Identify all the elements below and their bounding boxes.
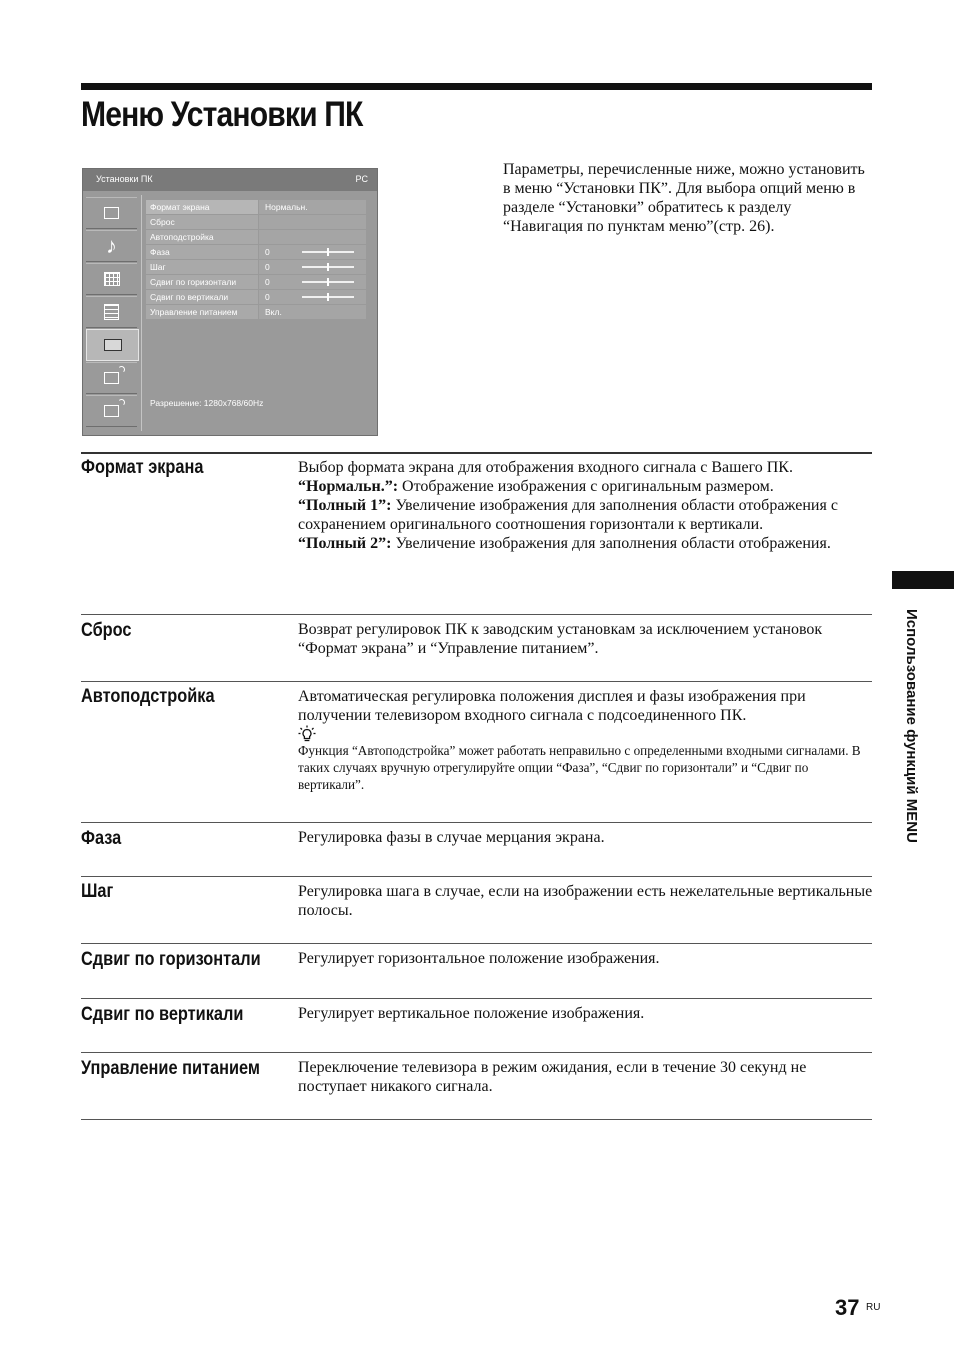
tv-row-value: 0 <box>259 275 366 289</box>
tv-menu-title: Установки ПК <box>96 174 153 184</box>
picture-icon <box>86 197 137 229</box>
description-line: Возврат регулировок ПК к заводским установкам за исключением установок “Формат экрана” и “Управление питанием”. <box>298 621 823 657</box>
item-term: Фаза <box>81 828 122 849</box>
tv-menu-sidebar <box>83 195 139 435</box>
hint-text: Функция “Автоподстройка” может работать неправильно с определенными входными сигналами. В таких случаях вручную отрегулируйте опции “Фаза”, “Сдвиг по горизонтали” и “Сдвиг по вертикали”. <box>298 743 861 792</box>
tv-row-name: Фаза <box>146 245 258 259</box>
sound-icon: ♪ <box>86 230 137 262</box>
page-language-code: RU <box>866 1302 881 1313</box>
tv-row-value: Нормальн. <box>259 200 366 214</box>
item-term: Автоподстройка <box>81 686 215 707</box>
tv-row-value: 0 <box>259 260 366 274</box>
tv-row-name: Шаг <box>146 260 258 274</box>
item-description <box>298 828 874 847</box>
table-rule <box>81 943 872 944</box>
tv-menu-divider <box>141 195 142 431</box>
tv-slider-knob <box>327 248 329 256</box>
table-rule <box>81 1119 872 1120</box>
hint-bulb-icon <box>298 725 316 742</box>
tv-menu-screenshot <box>82 168 378 436</box>
tv-row-value: 0 <box>259 245 366 259</box>
description-line: Регулировка фазы в случае мерцания экрана. <box>298 829 605 846</box>
description-line: “Полный 1”: Увеличение изображения для заполнения области отображения с сохранением оригинального соотношения горизонтали к вертикали. <box>298 497 838 533</box>
description-line: “Нормальн.”: Отображение изображения с оригинальным размером. <box>298 478 774 495</box>
item-description <box>298 620 874 658</box>
table-rule <box>81 452 872 454</box>
item-description <box>298 1058 874 1096</box>
description-line: Регулирует вертикальное положение изображения. <box>298 1005 645 1022</box>
description-line: Регулировка шага в случае, если на изображении есть нежелательные вертикальные полосы. <box>298 883 873 919</box>
table-rule <box>81 614 872 615</box>
tv-menu-source: PC <box>355 174 368 184</box>
tv-slider <box>302 251 354 253</box>
item-term: Управление питанием <box>81 1058 260 1079</box>
input-a-icon <box>86 362 137 394</box>
table-rule <box>81 1052 872 1053</box>
page-title: Меню Установки ПК <box>81 95 363 134</box>
tv-row-value <box>259 215 366 229</box>
tv-slider <box>302 281 354 283</box>
page-number: 37 <box>835 1295 860 1320</box>
item-term: Шаг <box>81 881 114 902</box>
section-label: Использование функций MENU <box>903 609 920 843</box>
item-description <box>298 949 874 968</box>
item-term: Сдвиг по вертикали <box>81 1004 244 1025</box>
screen-icon <box>86 263 137 295</box>
table-rule <box>81 876 872 877</box>
tv-row-name: Управление питанием <box>146 305 258 319</box>
tv-row-name: Автоподстройка <box>146 230 258 244</box>
table-rule <box>81 822 872 823</box>
table-rule <box>81 681 872 682</box>
item-term: Сдвиг по горизонтали <box>81 949 261 970</box>
intro-paragraph: Параметры, перечисленные ниже, можно установить в меню “Установки ПК”. Для выбора опций меню в разделе “Установки” обратитесь к разделу “Навигация по пунктам меню”(стр. 26). <box>503 161 865 235</box>
title-rule <box>81 83 872 90</box>
pc-settings-icon <box>86 329 139 361</box>
tv-row-name: Сброс <box>146 215 258 229</box>
tv-slider-knob <box>327 278 329 286</box>
tv-slider-knob <box>327 293 329 301</box>
tv-row-name: Сдвиг по вертикали <box>146 290 258 304</box>
setup-icon <box>86 296 137 328</box>
tv-row-value <box>259 230 366 244</box>
item-description <box>298 1004 874 1023</box>
item-description <box>298 458 874 553</box>
description-line: Автоматическая регулировка положения дисплея и фазы изображения при получении телевизором входного сигнала с подсоединенного ПК. <box>298 688 806 724</box>
item-description <box>298 882 874 920</box>
item-term: Формат экрана <box>81 457 204 478</box>
tv-row-value: 0 <box>259 290 366 304</box>
tv-slider <box>302 296 354 298</box>
tv-row-value: Вкл. <box>259 305 366 319</box>
description-line: Переключение телевизора в режим ожидания, если в течение 30 секунд не поступает никакого сигнала. <box>298 1059 807 1095</box>
input-b-icon <box>86 395 137 427</box>
tv-row-name: Формат экрана <box>146 200 258 214</box>
description-line: “Полный 2”: Увеличение изображения для заполнения области отображения. <box>298 535 831 552</box>
tv-row-name: Сдвиг по горизонтали <box>146 275 258 289</box>
description-line: Регулирует горизонтальное положение изображения. <box>298 950 660 967</box>
tv-slider-knob <box>327 263 329 271</box>
description-line: Выбор формата экрана для отображения входного сигнала с Вашего ПК. <box>298 459 793 476</box>
tv-menu-resolution: Разрешение: 1280x768/60Hz <box>150 398 264 408</box>
tv-slider <box>302 266 354 268</box>
item-term: Сброс <box>81 620 132 641</box>
item-description <box>298 687 874 793</box>
table-rule <box>81 998 872 999</box>
section-tab <box>892 571 954 589</box>
tv-menu-header <box>83 169 377 191</box>
